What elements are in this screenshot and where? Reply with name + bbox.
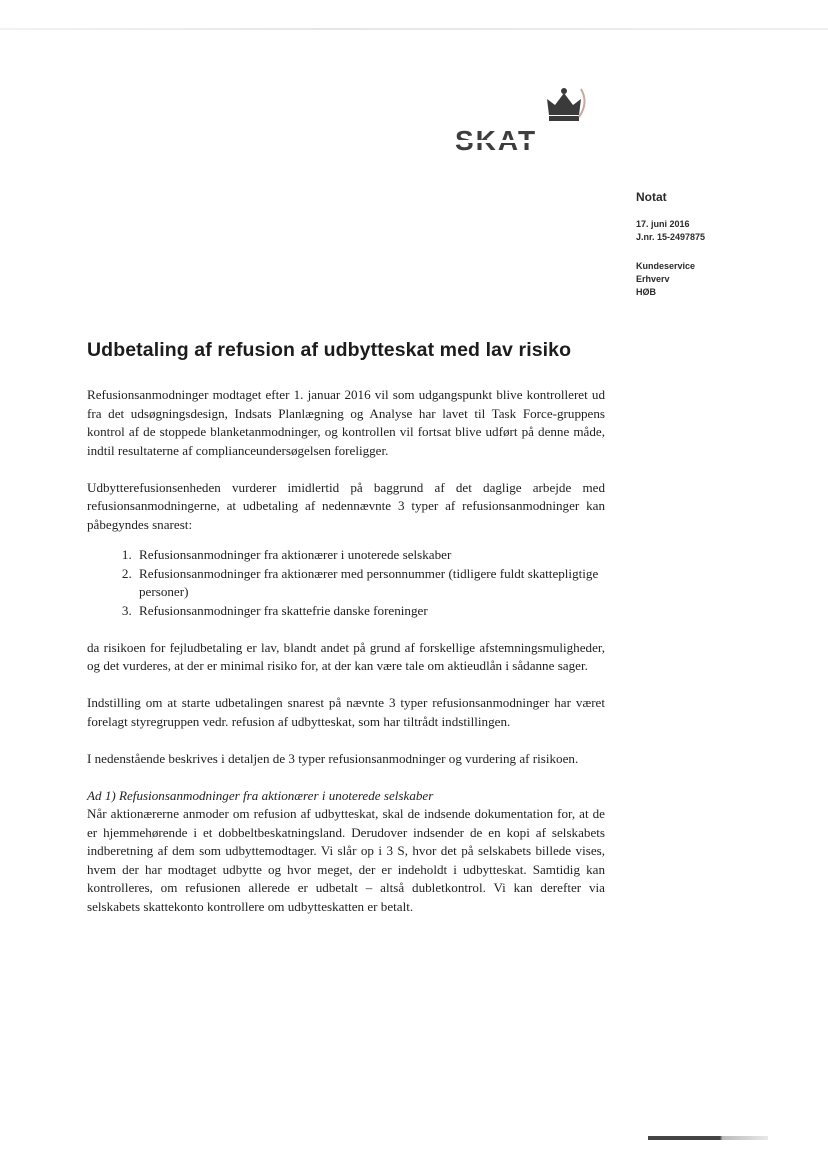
dept-line: Kundeservice [636,261,696,271]
dept-line: HØB [636,287,656,297]
list-item: 1. Refusionsanmodninger fra aktionærer i unoterede selskaber [135,546,605,565]
doc-type: Notat [636,190,667,204]
section-subheading: Ad 1) Refusionsanmodninger fra aktionærer i unoterede selskaber [87,787,434,803]
doc-date: 17. juni 2016 [636,219,690,229]
paragraph: I nedenstående beskrives i detaljen de 3 typer refusionsanmodninger og vurdering af risikoen. [87,750,579,766]
paragraph: Når aktionærerne anmoder om refusion af udbytteskat, skal de indsende dokumentation for, at de er hjemmehørende i et dobbeltbeskatningsland. Derudover indsender de en kopi af selskabets indberetning af dem som udbyttemodtager. Vi slår op i 3 S, hvor det på selskabets billede vises, hvem der har modtaget udbytte og hvor meget, der er indeholdt i udbytteskat. Samtidig kan kontrolleres, om refusionen allerede er udbetalt – altså dubletkontrol. Vi kan derefter via selskabets skattekonto kontrollere om udbytteskatten er betalt. [87,806,605,914]
crown-icon [541,85,587,125]
paragraph: Indstilling om at starte udbetalingen snarest på nævnte 3 typer refusionsanmodninger har været forelagt styregruppen vedr. refusion af udbytteskat, som har tiltrådt indstillingen. [87,695,605,729]
document-body [87,386,605,935]
scan-edge [0,28,828,30]
refund-type-list [87,546,605,620]
footer-bar [648,1136,768,1140]
document-meta [636,190,796,299]
paragraph: Refusionsanmodninger modtaget efter 1. januar 2016 vil som udgangspunkt blive kontrolleret ud fra det udsøgningsdesign, Indsats Planlægning og Analyse har lavet til Task Force-gruppens kontrol af de stoppede blanketanmodninger, og kontrollen vil fortsat blive udført på denne måde, indtil resultaterne af complianceundersøgelsen foreligger. [87,387,605,458]
skat-logo [455,85,605,155]
logo-wordmark: SKAT [455,125,538,156]
dept-line: Erhverv [636,274,670,284]
list-item: 2. Refusionsanmodninger fra aktionærer med personnummer (tidligere fuldt skattepligtige personer) [135,565,605,602]
document-title: Udbetaling af refusion af udbytteskat med lav risiko [87,339,572,361]
paragraph: Udbytterefusionsenheden vurderer imidlertid på baggrund af det daglige arbejde med refusionsanmodningerne, at udbetaling af nedennævnte 3 typer af refusionsanmodninger kan påbegyndes snarest: [87,479,605,532]
list-item: 3. Refusionsanmodninger fra skattefrie danske foreninger [135,602,605,621]
journal-number: J.nr. 15-2497875 [636,232,706,242]
paragraph: da risikoen for fejludbetaling er lav, blandt andet på grund af forskellige afstemningsmuligheder, og det vurderes, at der er minimal risiko for, at der kan være tale om aktieudlån i sådanne sager. [87,639,605,673]
